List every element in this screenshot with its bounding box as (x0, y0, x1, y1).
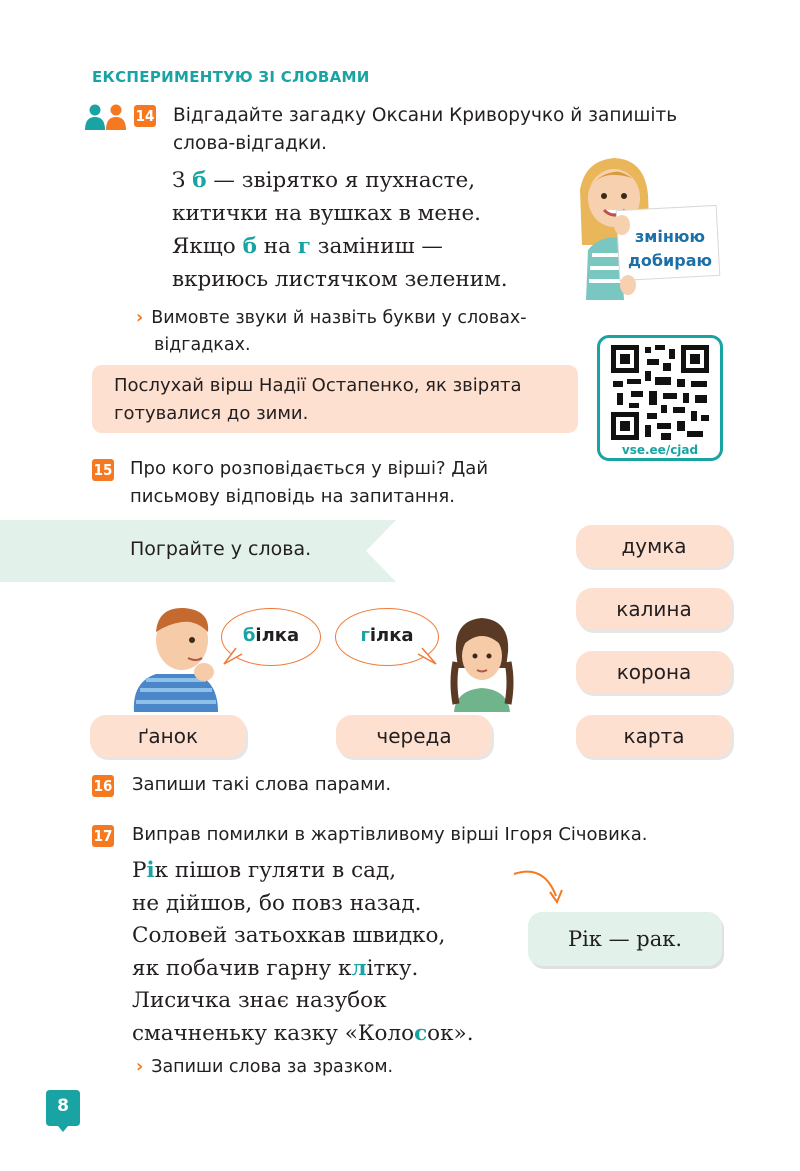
bullet-icon: › (136, 308, 144, 328)
word-card-1[interactable]: думка (576, 525, 732, 567)
bubble-left-rest: ілка (255, 625, 300, 646)
bullet-icon: › (136, 1057, 144, 1077)
listen-line-1: Послухай вірш Надії Остапенко, як звірята (114, 375, 522, 396)
word-card-5[interactable]: ґанок (90, 715, 246, 757)
task-14-line-1: Відгадайте загадку Оксани Криворучко й запишіть (173, 105, 678, 126)
bubble-right-accent: г (360, 625, 370, 646)
riddle-poem (172, 164, 508, 296)
task-15-text (130, 455, 488, 511)
task-14-note (136, 305, 527, 359)
task-14-line-2: слова-відгадки. (173, 133, 327, 154)
bubble-left-accent: б (242, 625, 256, 646)
listen-box (92, 365, 578, 433)
listen-line-2: готувалися до зими. (114, 403, 309, 424)
joke-line-6: смачненьку казку «Колосок». (132, 1020, 474, 1046)
word-card-3[interactable]: корона (576, 651, 732, 693)
word-card-2[interactable]: калина (576, 588, 732, 630)
riddle-line-4: вкриюсь листячком зеленим. (172, 267, 508, 292)
joke-line-5: Лисичка знає назубок (132, 988, 387, 1013)
task-number-14: 14 (135, 107, 155, 125)
bubble-left-tail (222, 646, 244, 666)
girl-braids-illustration (442, 612, 522, 712)
girl-with-sign-illustration (570, 150, 730, 300)
page-number: 8 (57, 1096, 69, 1116)
riddle-line-2: китички на вушках в мене. (172, 201, 482, 226)
joke-poem (132, 855, 474, 1050)
riddle-line-1: З б — звірятко я пухнасте, (172, 168, 476, 193)
qr-url[interactable]: vse.ee/cjad (621, 443, 699, 457)
sign-line-2: добираю (627, 251, 713, 270)
game-banner-text: Пограйте у слова. (130, 538, 312, 560)
joke-line-4: як побачив гарну клітку. (132, 955, 419, 981)
curved-arrow-icon (512, 866, 568, 910)
task-number-15: 15 (93, 461, 113, 479)
note-line-1: Вимовте звуки й назвіть букви у словах- (151, 308, 527, 328)
task-17-text: Виправ помилки в жартівливому вірші Ігоря Січовика. (132, 824, 648, 845)
game-banner (0, 520, 400, 582)
word-card-4[interactable]: карта (576, 715, 732, 757)
task-number-16: 16 (93, 777, 113, 795)
section-title: ЕКСПЕРИМЕНТУЮ ЗІ СЛОВАМИ (92, 68, 370, 86)
task-15-line-2: письмову відповідь на запитання. (130, 486, 455, 507)
bubble-right-rest: ілка (369, 625, 414, 646)
qr-code[interactable] (597, 335, 723, 461)
joke-line-1: Рік пішов гуляти в сад, (132, 858, 397, 883)
task-number-17: 17 (93, 827, 113, 845)
page-number-badge (46, 1090, 80, 1126)
sign-line-1: змінюю (634, 227, 706, 246)
task-15-line-1: Про кого розповідається у вірші? Дай (130, 458, 489, 479)
sign-text (622, 225, 718, 273)
note-line-2: відгадках. (154, 335, 251, 355)
joke-line-3: Соловей затьохкав швидко, (132, 923, 446, 948)
pair-work-icon (84, 104, 130, 134)
task-17-note (136, 1054, 393, 1081)
task-16-text: Запиши такі слова парами. (132, 774, 392, 795)
joke-line-2: не дійшов, бо повз назад. (132, 890, 422, 916)
example-text: Рік — рак. (567, 927, 683, 951)
riddle-line-3: Якщо б на г заміниш — (172, 234, 443, 259)
task-17-note-text: Запиши слова за зразком. (151, 1057, 394, 1077)
bubble-right-tail (416, 646, 438, 666)
boy-illustration (126, 602, 226, 712)
example-box (528, 912, 722, 966)
word-card-6[interactable]: череда (336, 715, 492, 757)
